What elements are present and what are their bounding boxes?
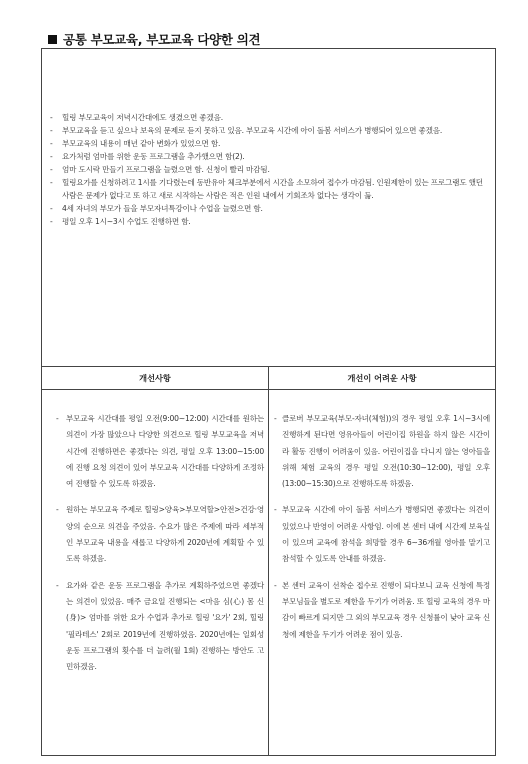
improvement-column bbox=[56, 411, 264, 685]
difficult-column bbox=[274, 411, 490, 653]
opinion-table bbox=[41, 48, 496, 756]
improvement-header: 개선사항 bbox=[139, 373, 171, 383]
improvement-item: - 부모교육 시간대를 평일 오전(9:00~12:00) 시간대를 원하는 의견이 가장 많았으나 다양한 의견으로 힐링 부모교육을 저녁 시간에 진행하면은 좋겠다는 의견, 평일 오후 13:00~15:00에 진행 요청 의견이 있어 부모교육 시간대를 다양하게 조정하여 진행할 수 있도록 하겠음. bbox=[56, 414, 264, 489]
section-title-text: 공통 부모교육, 부모교육 다양한 의견 bbox=[63, 32, 261, 47]
difficult-header: 개선이 어려운 사항 bbox=[347, 373, 417, 383]
opinion-item: - 4세 자녀의 부모가 들을 부모자녀특강이나 수업을 늘렸으면 함. bbox=[50, 203, 263, 213]
square-bullet-icon bbox=[48, 35, 57, 44]
difficult-item: - 클로버 부모교육(부모-자녀(체험))의 경우 평일 오후 1시~3시에 진행하게 된다면 영유아들이 어린이집 하원을 하지 않은 시간이라 활동 진행이 어려움이 있음. 어린이집을 다니지 않는 영아들을 위해 체험 교육의 경우 평일 오전(10:30~12:00), 평일 오후(13:00~15:30)으로 진행하도록 하겠음. bbox=[274, 414, 490, 489]
opinions-cell bbox=[42, 49, 495, 367]
opinion-item: - 엄마 도시락 만들기 프로그램을 늘렸으면 함. 신청이 빨리 마감됨. bbox=[50, 165, 270, 175]
opinion-item: - 부모교육을 듣고 싶으나 보육의 문제로 듣지 못하고 있음. 부모교육 시간에 아이 돌봄 서비스가 병행되어 있으면 좋겠음. bbox=[50, 126, 443, 136]
difficult-item: - 부모교육 시간에 아이 돌봄 서비스가 병행되면 좋겠다는 의견이 있었으나 반영이 어려운 사항임. 이에 본 센터 내에 시간제 보육실이 있으며 교육에 참석을 희망할 경우 6~36개월 영아를 맡기고 참석할 수 있도록 안내를 하겠음. bbox=[274, 505, 490, 564]
opinion-item: - 요가처럼 엄마를 위한 운동 프로그램을 추가했으면 함(2). bbox=[50, 152, 245, 162]
opinion-item: - 부모교육의 내용이 매년 같아 변화가 있었으면 함. bbox=[50, 139, 221, 149]
opinions-list bbox=[46, 112, 491, 229]
opinion-item: - 힐링요가를 신청하려고 1시를 기다렸는데 동반유아 체크부분에서 시간을 소모하여 접수가 마감됨. 인원제한이 있는 프로그램도 했던 사람은 문제가 없다고 또 하고 새로 시작하는 사람은 적은 인원 내에서 기회조차 없다는 생각이 듦. bbox=[50, 178, 483, 200]
section-title bbox=[48, 30, 260, 48]
opinion-item: - 힐링 부모교육이 저녁시간대에도 생겼으면 좋겠음. bbox=[50, 113, 223, 122]
improvement-item: - 요가와 같은 운동 프로그램을 추가로 계획하주었으면 좋겠다는 의견이 있었음. 매주 금요일 진행되는 <마음 심(心) 몸 신(身)> 엄마를 위한 요가 수업과 추가로 힐링 '요가' 2회, 힐링 '필라테스' 2회로 2019년에 진행하였음. 2020년에는 일회성 운동 프로그램의 횟수를 더 늘려(월 1회) 진행하는 방안도 고민하겠음. bbox=[56, 580, 264, 672]
improvement-item: - 원하는 부모교육 주제로 힐링>양육>부모역할>안전>건강·영양의 순으로 의견을 주었음. 수요가 많은 주제에 따라 세부적인 부모교육 내용을 새롭고 다양하게 2020년에 계획할 수 있도록 하겠음. bbox=[56, 505, 264, 564]
column-divider bbox=[268, 367, 269, 755]
difficult-item: - 본 센터 교육이 선착순 접수로 진행이 되다보니 교육 신청에 특정 부모님들을 별도로 제한을 두기가 어려움. 또 힐링 교육의 경우 마감이 빠르게 되지만 그 외의 부모교육 경우 신청률이 낮아 교육 신청에 제한을 두기가 어려운 점이 있음. bbox=[274, 580, 490, 639]
opinion-item: - 평일 오후 1시~3시 수업도 진행하면 함. bbox=[50, 216, 191, 226]
